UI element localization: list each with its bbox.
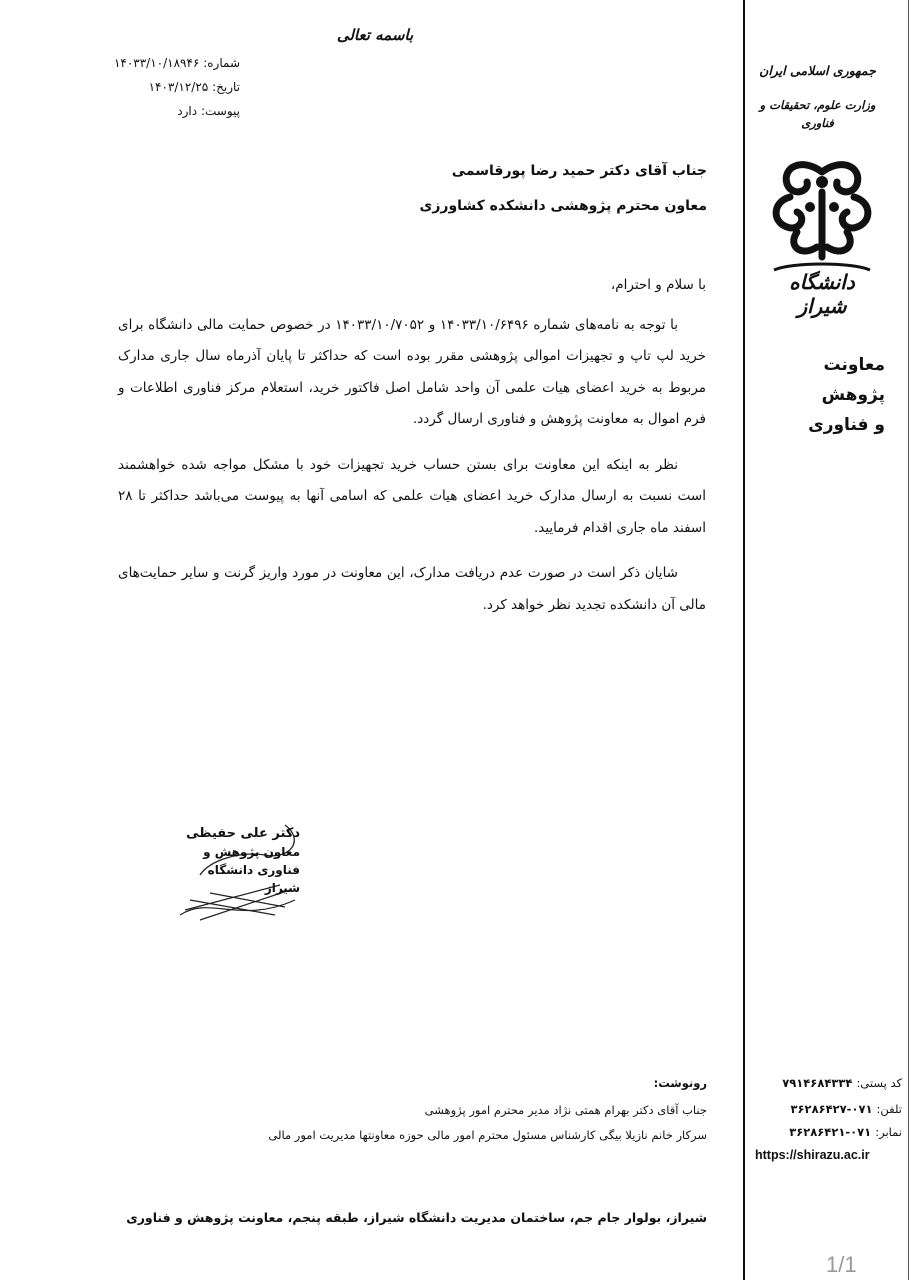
invocation-text: باسمه تعالی	[336, 26, 414, 44]
letter-body	[118, 270, 706, 635]
addressee-name: جناب آقای دکتر حمید رضا پورقاسمی	[451, 163, 707, 179]
cc-line-1: جناب آقای دکتر بهرام همتی نژاد مدیر محترم امور پژوهشی	[424, 1103, 707, 1117]
phone-number	[750, 1102, 902, 1116]
website-link[interactable]: https://shirazu.ac.ir	[755, 1148, 870, 1162]
phone-value: ۰۷۱-۳۶۲۸۶۴۲۷	[790, 1102, 873, 1116]
page-number: 1/1	[826, 1252, 857, 1277]
phone-label: تلفن:	[876, 1102, 902, 1116]
deputy-office-line1: معاونت پژوهش	[821, 355, 885, 405]
deputy-office-line2: و فناوری	[808, 415, 885, 435]
letter-attachment-value: دارد	[177, 104, 198, 118]
body-paragraph-1: با توجه به نامه‌های شماره ۱۴۰۳۳/۱۰/۶۴۹۶ و ۱۴۰۳۳/۱۰/۷۰۵۲ در خصوص حمایت مالی دانشگاه برای خرید لپ تاپ و تجهیزات اموالی پژوهشی مقرر بوده است که حداکثر تا پایان آذرماه سال جاری مدارک مربوط به خرید اعضای هیات علمی آن واحد شامل اصل فاکتور خرید، استعلام مرکز فناوری اطلاعات و فرم اموال به معاونت پژوهش و فناوری ارسال گردد.	[118, 316, 706, 427]
letter-attachment-label: پیوست:	[200, 104, 240, 118]
deputy-office-title	[755, 350, 885, 440]
addressee-title: معاون محترم پژوهشی دانشکده کشاورزی	[419, 198, 707, 214]
fax-number	[750, 1125, 902, 1139]
university-logo	[762, 152, 882, 318]
letter-attachment	[90, 104, 240, 118]
letter-date	[90, 80, 240, 94]
greeting: با سلام و احترام،	[610, 277, 706, 293]
body-paragraph-2: نظر به اینکه این معاونت برای بستن حساب خرید تجهیزات خود با مشکل مواجه شده خواهشمند است نسبت به ارسال مدارک خرید اعضای هیات علمی که اسامی آنها به پیوست می‌باشد حداکثر تا ۲۸ اسفند ماه جاری اقدام فرمایید.	[118, 456, 706, 536]
footer-address: شیراز، بولوار جام جم، ساختمان مدیریت دانشگاه شیراز، طبقه پنجم، معاونت پژوهش و فناوری	[126, 1210, 707, 1225]
fax-value: ۰۷۱-۳۶۲۸۶۴۲۱	[789, 1125, 872, 1139]
signatory-name: دکتر علی حفیظی	[186, 826, 300, 841]
signature-block	[175, 825, 300, 897]
letter-number-label: شماره:	[203, 56, 240, 70]
postal-code-label: کد پستی:	[856, 1076, 902, 1090]
sidebar-divider-line	[743, 0, 745, 1280]
cc-line-2: سرکار خانم نازیلا بیگی کارشناس مسئول محترم امور مالی حوزه معاونتها مدیریت امور مالی	[268, 1128, 707, 1142]
signatory-title-1: معاون پژوهش و	[203, 845, 300, 859]
signatory-title-2: فناوری دانشگاه شیراز	[207, 863, 300, 895]
ministry-heading: وزارت علوم، تحقیقات و فناوری	[759, 98, 876, 130]
postal-code	[750, 1076, 902, 1090]
university-logo-text: دانشگاه شیراز	[789, 270, 855, 318]
page-edge-line	[908, 0, 909, 1280]
letter-number	[90, 56, 240, 70]
postal-code-value: ۷۹۱۴۶۸۴۳۳۴	[782, 1076, 853, 1090]
letter-number-value: ۱۴۰۳۳/۱۰/۱۸۹۴۶	[113, 56, 200, 70]
body-paragraph-3: شایان ذکر است در صورت عدم دریافت مدارک، این معاونت در مورد واریز گرنت و سایر حمایت‌های مالی آن دانشکده تجدید نظر خواهد کرد.	[118, 565, 706, 613]
letter-date-value: ۱۴۰۳/۱۲/۲۵	[148, 80, 209, 94]
cc-label: رونوشت:	[653, 1076, 707, 1090]
letter-date-label: تاریخ:	[212, 80, 240, 94]
republic-heading: جمهوری اسلامی ایران	[759, 63, 876, 78]
fax-label: نمابر:	[875, 1125, 902, 1139]
